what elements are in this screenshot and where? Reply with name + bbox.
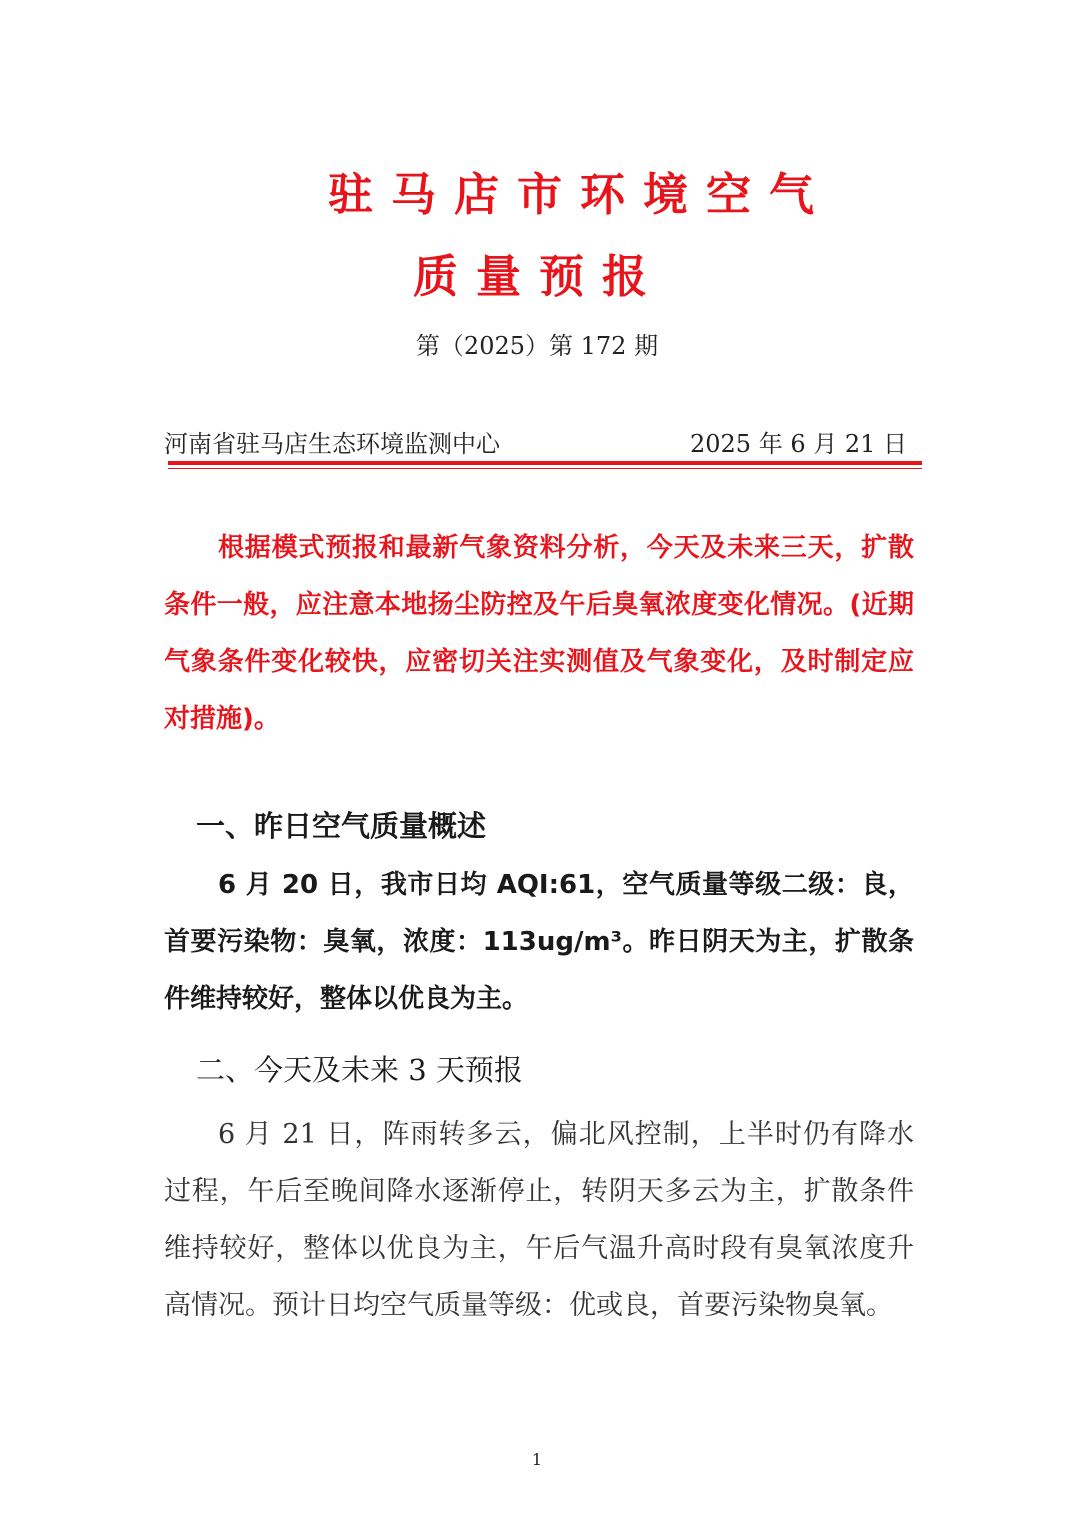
- section-heading-forecast: 二、今天及未来 3 天预报: [196, 1053, 523, 1087]
- issuing-organization: 河南省驻马店生态环境监测中心: [164, 430, 500, 458]
- section-body-forecast: 6 月 21 日，阵雨转多云，偏北风控制，上半时仍有降水过程，午后至晚间降水逐渐停止，转阴天多云为主，扩散条件维持较好，整体以优良为主，午后气温升高时段有臭氧浓度升高情况。预计日均空气质量等级：优或良，首要污染物臭氧。: [164, 1119, 914, 1321]
- section-body-yesterday: 6 月 20 日，我市日均 AQI:61，空气质量等级二级：良，首要污染物：臭氧，浓度：113ug/m³。昨日阴天为主，扩散条件维持较好，整体以优良为主。: [164, 870, 914, 1014]
- summary-paragraph: 根据模式预报和最新气象资料分析，今天及未来三天，扩散条件一般，应注意本地扬尘防控及午后臭氧浓度变化情况。(近期气象条件变化较快，应密切关注实测值及气象变化，及时制定应对措施)。: [164, 533, 914, 734]
- issue-number: 第（2025）第 172 期: [415, 332, 659, 360]
- page-number: 1: [531, 1450, 543, 1469]
- document-title-line2: 质量预报: [413, 250, 666, 303]
- issue-date: 2025 年 6 月 21 日: [690, 430, 908, 458]
- header-divider-thick: [168, 461, 922, 465]
- document-title-line1: 驻马店市环境空气: [328, 168, 833, 221]
- section-heading-yesterday: 一、昨日空气质量概述: [196, 809, 487, 843]
- header-divider-thin: [168, 468, 922, 469]
